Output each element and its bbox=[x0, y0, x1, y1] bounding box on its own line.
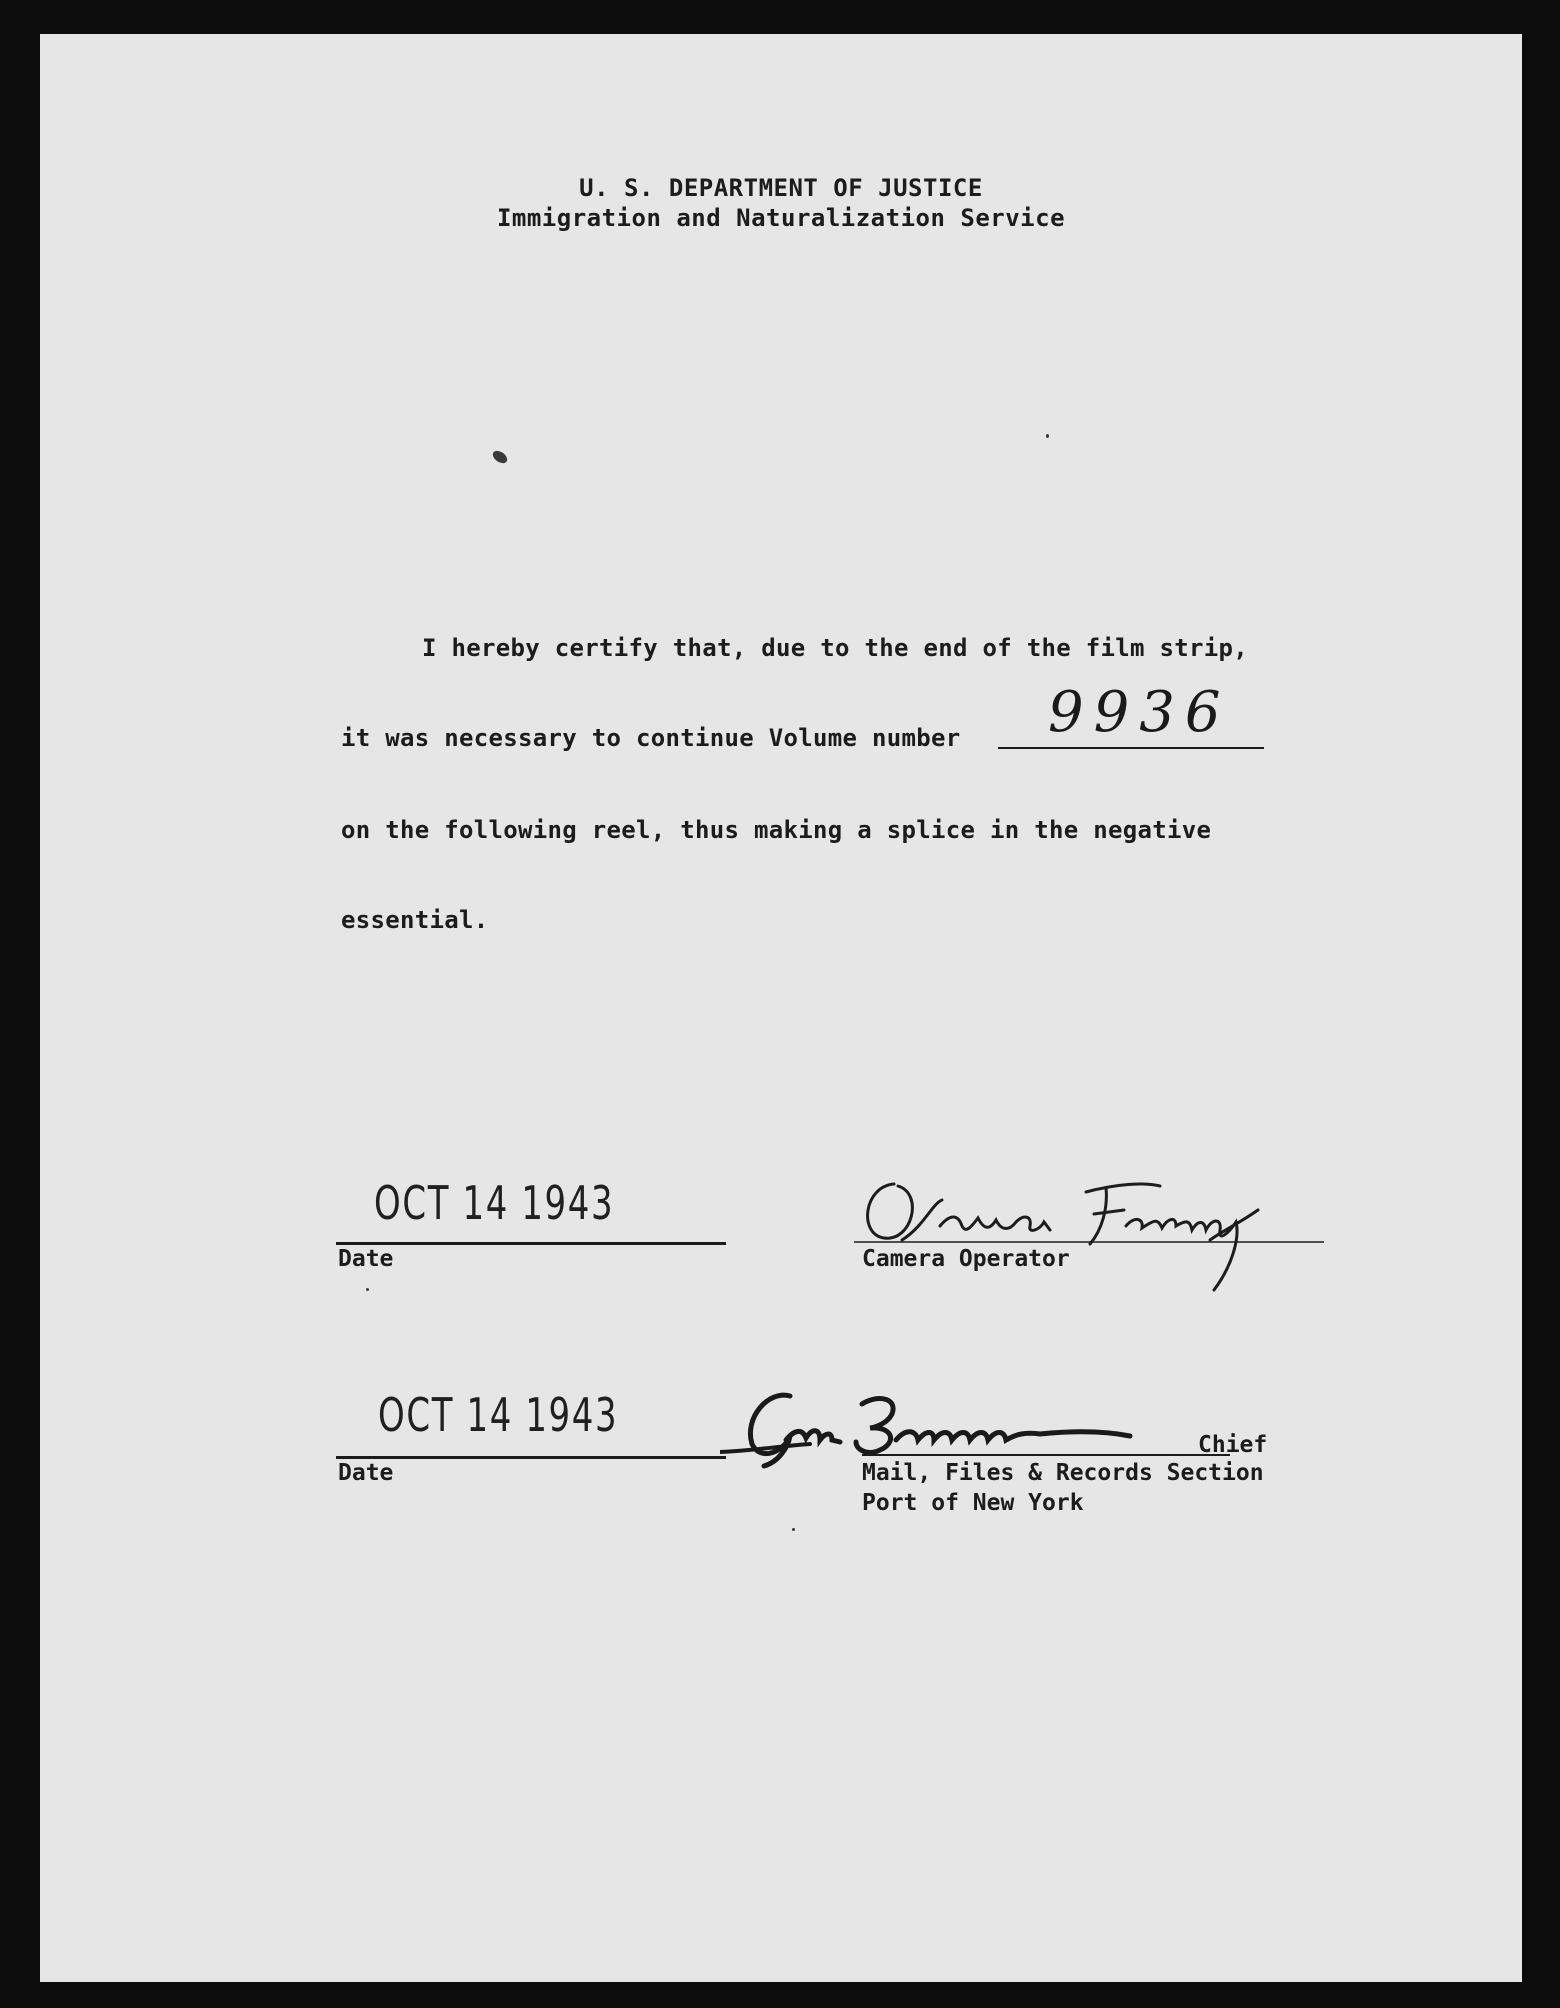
date-label-camera: Date bbox=[338, 1246, 394, 1272]
camera-operator-signature bbox=[854, 1164, 1354, 1304]
chief-title: Chief bbox=[1198, 1432, 1268, 1458]
chief-port: Port of New York bbox=[862, 1490, 1084, 1516]
volume-number: 9936 bbox=[1048, 680, 1231, 745]
chief-section: Mail, Files & Records Section bbox=[862, 1460, 1264, 1486]
date-stamp-chief: OCT 14 1943 bbox=[378, 1388, 619, 1442]
header-service: Immigration and Naturalization Service bbox=[496, 204, 1066, 232]
body-line-4: essential. bbox=[341, 906, 489, 934]
volume-number-field bbox=[998, 680, 1264, 749]
header-department: U. S. DEPARTMENT OF JUSTICE bbox=[579, 174, 983, 202]
body-line-1: I hereby certify that, due to the end of the film strip, bbox=[422, 634, 1248, 662]
ink-speck bbox=[491, 448, 510, 465]
document-page bbox=[40, 34, 1522, 1982]
date-stamp-camera: OCT 14 1943 bbox=[374, 1176, 615, 1230]
camera-operator-label: Camera Operator bbox=[862, 1246, 1070, 1272]
ink-speck bbox=[792, 1528, 795, 1531]
body-line-3: on the following reel, thus making a splice in the negative bbox=[341, 816, 1212, 844]
date-line-chief bbox=[336, 1456, 726, 1459]
body-line-2: it was necessary to continue Volume number bbox=[341, 724, 961, 752]
ink-speck bbox=[1046, 434, 1049, 438]
ink-speck bbox=[366, 1288, 369, 1291]
date-line-camera bbox=[336, 1242, 726, 1245]
date-label-chief: Date bbox=[338, 1460, 394, 1486]
chief-signature-line bbox=[862, 1454, 1230, 1456]
